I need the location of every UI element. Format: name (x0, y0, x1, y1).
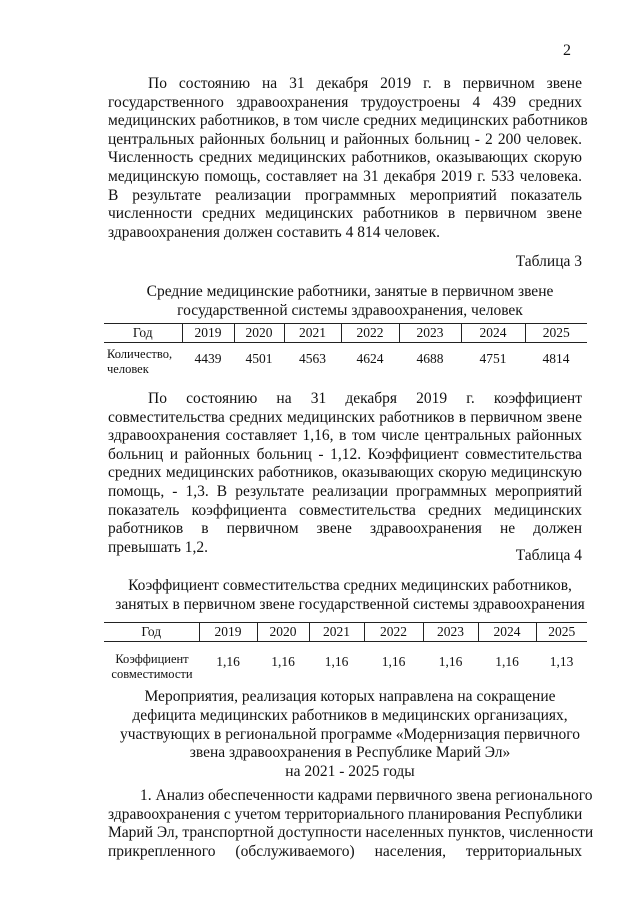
table-cell: 1,13 (549, 654, 574, 669)
paragraph-line: численности средних медицинских работников в первичном звене (108, 205, 582, 223)
table-header-row (104, 324, 587, 343)
table-cell: 1,16 (438, 654, 463, 669)
table-cell: 1,16 (381, 654, 406, 669)
header-cell: Год (104, 324, 182, 343)
paragraph-line: здравоохранения должен составить 4 814 человек. (108, 223, 441, 241)
table-cell: 4501 (245, 351, 273, 366)
table-cell: 4751 (479, 351, 507, 366)
row-label-line: Количество, (107, 347, 173, 361)
table-cell: 4814 (542, 351, 570, 366)
header-cell: 2025 (536, 623, 587, 642)
paragraph-line: В результате реализации программных мероприятий показатель (108, 186, 582, 204)
table-row (104, 343, 587, 382)
paragraph-line: По состоянию на 31 декабря 2019 г. коэффициент (148, 390, 582, 407)
table-3 (104, 323, 587, 381)
paragraph-line: совместительства средних медицинских работников в первичном звене (108, 408, 582, 426)
header-cell: 2025 (525, 324, 587, 343)
heading-line: звена здравоохранения в Республике Марий Эл» (189, 744, 511, 762)
header-cell: Год (104, 623, 199, 642)
table-cell: 1,16 (216, 654, 240, 669)
paragraph-line: Численность средних медицинских работников, оказывающих скорую (108, 149, 582, 167)
table-title-line: Средние медицинские работники, занятые в первичном звене (146, 283, 554, 300)
section-heading (60, 688, 640, 782)
paragraph-line: 1. Анализ обеспеченности кадрами первичного звена регионального (140, 787, 593, 804)
paragraph-line: помощь, - 1,3. В результате реализации программных мероприятий (108, 482, 582, 500)
table-cell: 4688 (416, 351, 444, 366)
header-cell: 2024 (478, 623, 536, 642)
table-title-line: Коэффициент совместительства средних медицинских работников, (128, 577, 572, 594)
paragraph-line: медицинскую помощь, составляет на 31 декабря 2019 г. 533 человека. (108, 167, 582, 185)
table-row (104, 642, 587, 687)
table-cell: 4439 (194, 351, 222, 366)
paragraph-line: средних медицинских работников, оказывающих скорую медицинскую (108, 464, 582, 482)
paragraph-line: По состоянию на 31 декабря 2019 г. в первичном звене (148, 75, 582, 92)
table-cell: 1,16 (271, 654, 295, 669)
table-4-label: Таблица 4 (515, 547, 582, 564)
paragraph-line: государственного здравоохранения трудоустроены 4 439 средних (108, 93, 582, 111)
heading-line: на 2021 - 2025 годы (285, 763, 415, 781)
paragraph-line: Марий Эл, транспортной доступности населенных пунктов, численности (108, 824, 594, 842)
paragraph-line: работников в первичном звене здравоохранения не должен (108, 520, 582, 538)
table-3-title (60, 283, 640, 320)
table-4 (104, 622, 587, 686)
table-cell: 1,16 (324, 654, 349, 669)
header-cell: 2019 (182, 324, 234, 343)
table-cell: 4563 (299, 351, 326, 366)
heading-line: Мероприятия, реализация которых направлена на сокращение (144, 688, 556, 705)
row-label-line: Коэффициент (115, 652, 189, 666)
table-header-row (104, 623, 587, 642)
table-cell: 1,16 (495, 654, 519, 669)
paragraph-line: показатель коэффициента совместительства средних медицинских (108, 501, 582, 519)
header-cell: 2020 (234, 324, 284, 343)
header-cell: 2019 (199, 623, 257, 642)
header-cell: 2021 (284, 324, 341, 343)
paragraph-3 (108, 787, 594, 861)
table-4-title (60, 577, 640, 614)
table-cell: 4624 (356, 351, 384, 366)
page-number: 2 (563, 42, 571, 59)
heading-line: дефицита медицинских работников в медицинских организациях, (132, 706, 568, 724)
paragraph-line: прикрепленного (обслуживаемого) населения, территориальных (108, 842, 582, 860)
row-label (104, 343, 182, 382)
paragraph-line: больниц и районных больниц - 1,12. Коэффициент совместительства (108, 445, 582, 463)
paragraph-line: превышать 1,2. (108, 538, 209, 556)
heading-line: участвующих в региональной программе «Модернизация первичного (119, 725, 580, 743)
paragraph-1 (108, 75, 588, 242)
row-label-line: человек (107, 362, 149, 376)
header-cell: 2022 (341, 324, 399, 343)
row-label-line: совместимости (111, 667, 193, 681)
header-cell: 2021 (309, 623, 364, 642)
paragraph-line: центральных районных больниц и районных больниц - 2 200 человек. (108, 130, 582, 148)
header-cell: 2023 (423, 623, 478, 642)
header-cell: 2022 (364, 623, 423, 642)
paragraph-line: медицинских работников, в том числе средних медицинских работников (108, 112, 588, 130)
paragraph-line: здравоохранения с учетом территориального планирования Республики (108, 805, 583, 823)
header-cell: 2020 (257, 623, 309, 642)
row-label (104, 642, 199, 687)
paragraph-2 (108, 390, 582, 557)
header-cell: 2023 (399, 324, 461, 343)
table-3-label: Таблица 3 (515, 253, 582, 270)
header-cell: 2024 (461, 324, 525, 343)
table-title-line: занятых в первичном звене государственной системы здравоохранения (115, 595, 585, 613)
paragraph-line: здравоохранения составляет 1,16, в том числе центральных районных (108, 427, 582, 445)
table-title-line: государственной системы здравоохранения, человек (177, 301, 523, 319)
